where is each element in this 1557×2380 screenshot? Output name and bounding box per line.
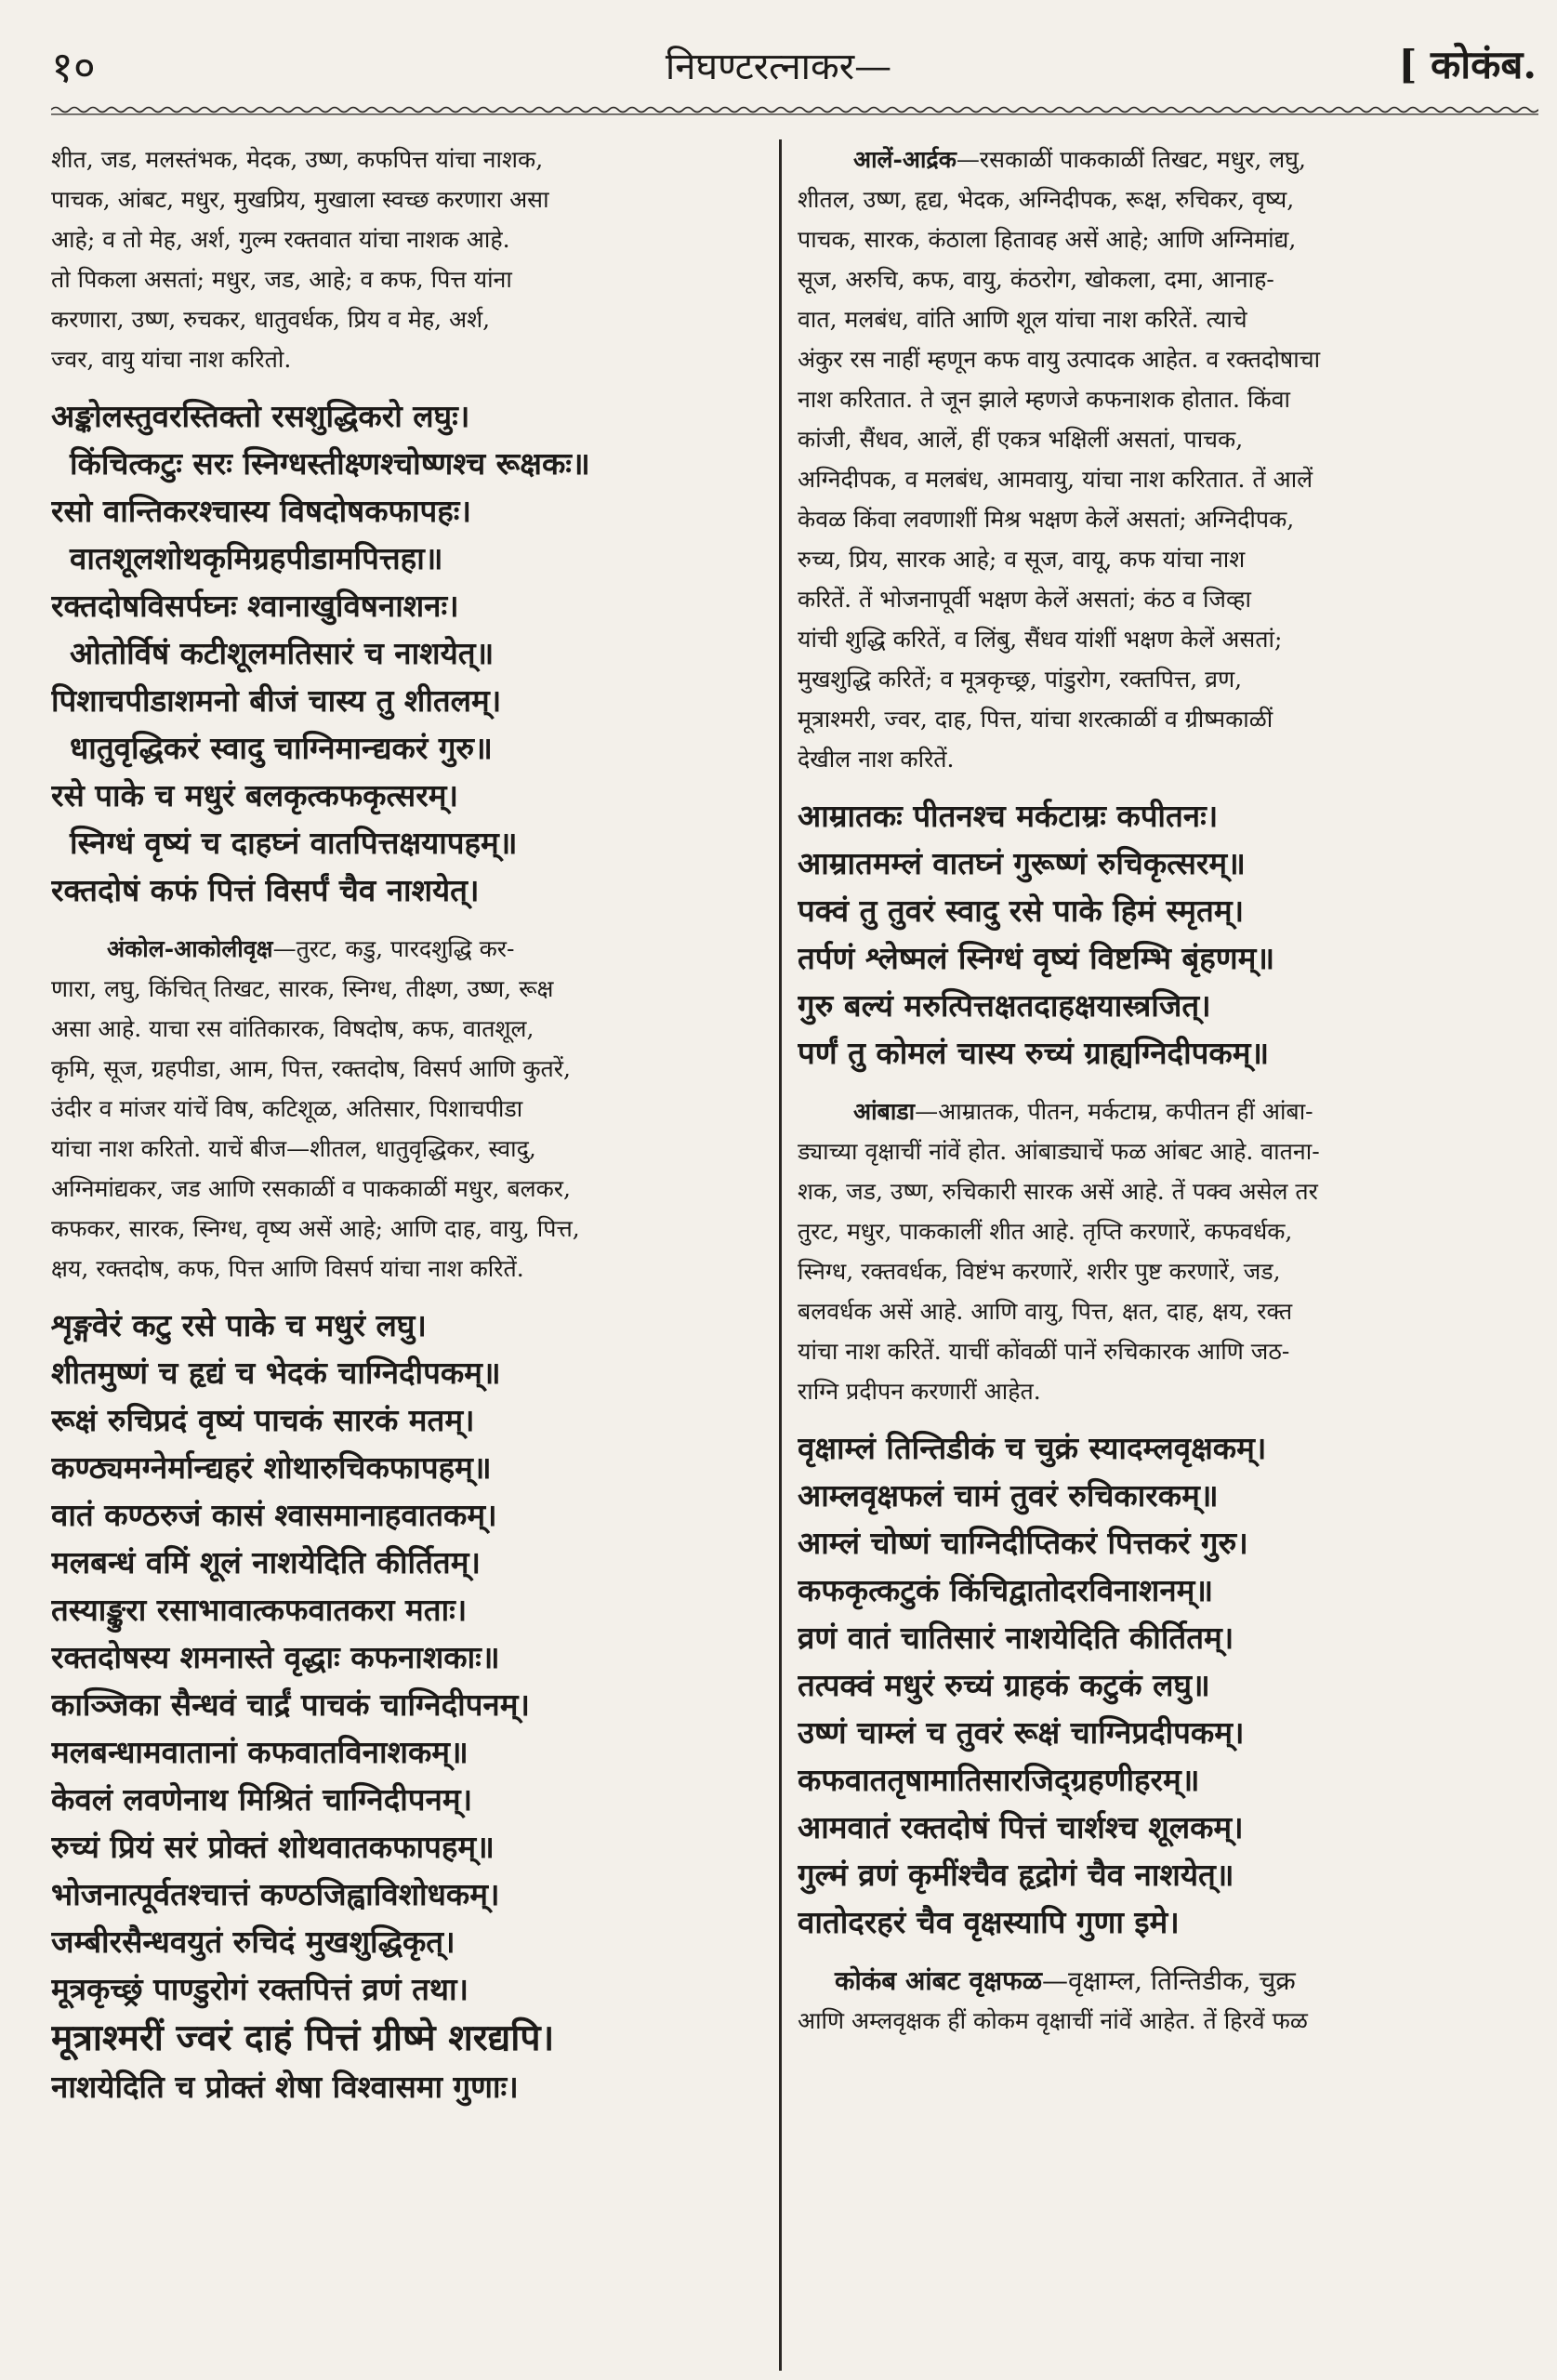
prose-paragraph: [798, 139, 1541, 779]
verse-line: आम्लवृक्षफलं चामं तुवरं रुचिकारकम्॥: [798, 1477, 1219, 1514]
text-line: कृमि, सूज, ग्रहपीडा, आम, पित्त, रक्तदोष, विसर्प आणि कुतरें,: [51, 1055, 571, 1082]
text-line: कफकर, सारक, स्निग्ध, वृष्य असें आहे; आणि दाह, वायु, पित्त,: [51, 1215, 580, 1242]
verse-line: मलबन्धं वमिं शूलं नाशयेदिति कीर्तितम्।: [51, 1544, 481, 1580]
sanskrit-verse-block: [798, 792, 1541, 1077]
verse-line: मूत्राश्मरीं ज्वरं दाहं पित्तं ग्रीष्मे शरद्यपि।: [51, 2016, 555, 2059]
text-line: अग्निमांद्यकर, जड आणि रसकाळीं व पाककाळीं मधुर, बलकर,: [51, 1175, 571, 1202]
text-line: [798, 1961, 1541, 2001]
text-line: शीत, जड, मलस्तंभक, मेदक, उष्ण, कफपित्त यांचा नाशक,: [51, 146, 544, 173]
verse-line: आम्रातमम्लं वातघ्नं गुरूष्णं रुचिकृत्सरम्॥: [798, 845, 1246, 881]
text-line: कांजी, सैंधव, आलें, हीं एकत्र भक्षिलीं असतां, पाचक,: [798, 426, 1244, 453]
sanskrit-verse-block: [51, 392, 772, 914]
verse-line: अङ्कोलस्तुवरस्तिक्तो रसशुद्धिकरो लघुः।: [51, 398, 470, 434]
entry-text: —रसकाळीं पाककाळीं तिखट, मधुर, लघु,: [956, 146, 1306, 173]
verse-line: मलबन्धामवातानां कफवातविनाशकम्॥: [51, 1734, 468, 1770]
prose-paragraph: [798, 1091, 1541, 1411]
text-line: [798, 1091, 1541, 1131]
text-line: रुच्य, प्रिय, सारक आहे; व सूज, वायू, कफ यांचा नाश: [798, 546, 1246, 573]
text-line: ज्वर, वायु यांचा नाश करितो.: [51, 346, 292, 373]
entry-headword: कोकंब आंबट वृक्षफळ: [835, 1965, 1042, 1996]
text-line: केवळ किंवा लवणाशीं मिश्र भक्षण केलें असतां; अग्निदीपक,: [798, 506, 1295, 533]
text-line: [798, 139, 1541, 179]
prose-paragraph: [51, 139, 772, 379]
text-line: उंदीर व मांजर यांचें विष, कटिशूळ, अतिसार, पिशाचपीडा: [51, 1095, 523, 1122]
verse-line: धातुवृद्धिकरं स्वादु चाग्निमान्द्यकरं गुरु॥: [70, 730, 493, 766]
verse-line: आम्लं चोष्णं चाग्निदीप्तिकरं पित्तकरं गुरु।: [798, 1525, 1248, 1561]
text-line: नाश करितात. ते जून झाले म्हणजे कफनाशक होतात. किंवा: [798, 386, 1290, 413]
left-column: [51, 139, 772, 2371]
verse-line: वातोदरहरं चैव वृक्षस्यापि गुणा इमे।: [798, 1904, 1180, 1940]
verse-line: आम्रातकः पीतनश्च मर्कटाम्रः कपीतनः।: [798, 798, 1219, 834]
verse-line: केवलं लवणेनाथ मिश्रितं चाग्निदीपनम्।: [51, 1781, 473, 1818]
text-line: अग्निदीपक, व मलबंध, आमवायु, यांचा नाश करितात. तें आलें: [798, 466, 1313, 493]
text-line: शक, जड, उष्ण, रुचिकारी सारक असें आहे. तें पक्व असेल तर: [798, 1178, 1318, 1205]
entry-text: —वृक्षाम्ल, तिन्तिडीक, चुक्र: [1041, 1965, 1296, 1996]
column-divider: [779, 139, 782, 2371]
text-line: पाचक, आंबट, मधुर, मुखप्रिय, मुखाला स्वच्छ करणारा असा: [51, 186, 549, 213]
text-line: बलवर्धक असें आहे. आणि वायु, पित्त, क्षत, दाह, क्षय, रक्त: [798, 1298, 1293, 1325]
verse-line: वृक्षाम्लं तिन्तिडीकं च चुक्रं स्यादम्लवृक्षकम्।: [798, 1430, 1267, 1466]
verse-line: रक्तदोषस्य शमनास्ते वृद्धाः कफनाशकाः॥: [51, 1639, 500, 1675]
verse-line: कफवाततृषामातिसारजिद्ग्रहणीहरम्॥: [798, 1762, 1200, 1798]
text-line: राग्नि प्रदीपन करणारीं आहेत.: [798, 1378, 1041, 1405]
verse-line: रक्तदोषविसर्पघ्नः श्वानाखुविषनाशनः।: [51, 588, 459, 624]
text-line: ड्याच्या वृक्षाचीं नांवें होत. आंबाड्याचें फळ आंबट आहे. वातना-: [798, 1138, 1320, 1165]
running-header: [0, 0, 1557, 102]
verse-line: कण्ठ्यमग्नेर्मान्द्यहरं शोथारुचिकफापहम्॥: [51, 1449, 492, 1486]
text-line: करणारा, उष्ण, रुचकर, धातुवर्धक, प्रिय व मेह, अर्श,: [51, 306, 491, 333]
verse-line: कफकृत्कटुकं किंचिद्वातोदरविनाशनम्॥: [798, 1572, 1214, 1608]
entry-text: —आम्रातक, पीतन, मर्कटाम्र, कपीतन हीं आंबा-: [915, 1098, 1313, 1125]
verse-line: वातं कण्ठरुजं कासं श्वासमानाहवातकम्।: [51, 1497, 497, 1533]
verse-line: व्रणं वातं चातिसारं नाशयेदिति कीर्तितम्।: [798, 1620, 1234, 1656]
prose-paragraph: [51, 929, 772, 1289]
text-line: शीतल, उष्ण, हृद्य, भेदक, अग्निदीपक, रूक्ष, रुचिकर, वृष्य,: [798, 186, 1295, 213]
text-line: तुरट, मधुर, पाककालीं शीत आहे. तृप्ति करणारें, कफवर्धक,: [798, 1218, 1293, 1245]
page-title: निघण्टरत्नाकर—: [665, 46, 892, 88]
verse-line: रक्तदोषं कफं पित्तं विसर्पं चैव नाशयेत्।: [51, 872, 480, 908]
entry-headword: अंकोल-आकोलीवृक्ष: [107, 935, 273, 962]
verse-line: रसे पाके च मधुरं बलकृत्कफकृत्सरम्।: [51, 777, 458, 813]
entry-text: —तुरट, कडु, पारदशुद्धि कर-: [272, 935, 515, 962]
text-line: यांची शुद्धि करितें, व लिंबु, सैंधव यांशीं भक्षण केलें असतां;: [798, 626, 1283, 653]
verse-line: किंचित्कटुः सरः स्निग्धस्तीक्ष्णश्चोष्णश्च रूक्षकः॥: [70, 445, 590, 482]
sanskrit-verse-block: [798, 1424, 1541, 1946]
text-line: असा आहे. याचा रस वांतिकारक, विषदोष, कफ, वातशूल,: [51, 1015, 534, 1042]
text-line: क्षय, रक्तदोष, कफ, पित्त आणि विसर्प यांचा नाश करितें.: [51, 1255, 524, 1282]
text-line: मूत्राश्मरी, ज्वर, दाह, पित्त, यांचा शरत्काळीं व ग्रीष्मकाळीं: [798, 706, 1273, 733]
verse-line: उष्णं चाम्लं च तुवरं रूक्षं चाग्निप्रदीपकम्।: [798, 1714, 1245, 1751]
verse-line: नाशयेदिति च प्रोक्तं शेषा विश्वासमा गुणाः।: [51, 2069, 519, 2105]
entry-headword: आलें-आर्द्रक: [853, 146, 957, 173]
verse-line: तस्याङ्कुरा रसाभावात्कफवातकरा मताः।: [51, 1592, 468, 1628]
verse-line: काञ्जिका सैन्धवं चार्द्रं पाचकं चाग्निदीपनम्।: [51, 1686, 530, 1723]
verse-line: रुच्यं प्रियं सरं प्रोक्तं शोथवातकफापहम्॥: [51, 1829, 495, 1865]
text-line: सूज, अरुचि, कफ, वायु, कंठरोग, खोकला, दमा, आनाह-: [798, 266, 1274, 293]
verse-line: गुल्मं व्रणं कृमींश्चैव हृद्रोगं चैव नाशयेत्॥: [798, 1857, 1234, 1893]
text-line: स्निग्ध, रक्तवर्धक, विष्टंभ करणारें, शरीर पुष्ट करणारें, जड,: [798, 1258, 1281, 1285]
verse-line: वातशूलशोथकृमिग्रहपीडामपित्तहा॥: [70, 540, 443, 576]
right-column: [798, 139, 1541, 2371]
verse-line: शीतमुष्णं च हृद्यं च भेदकं चाग्निदीपकम्॥: [51, 1355, 501, 1391]
verse-line: पक्वं तु तुवरं स्वादु रसे पाके हिमं स्मृतम्।: [798, 892, 1245, 929]
verse-line: तर्पणं श्लेष्मलं स्निग्धं वृष्यं विष्टम्भि बृंहणम्॥: [798, 940, 1275, 976]
verse-line: ओतोर्विषं कटीशूलमतिसारं च नाशयेत्॥: [70, 635, 495, 671]
text-line: यांचा नाश करितें. याचीं कोंवळीं पानें रुचिकारक आणि जठ-: [798, 1338, 1290, 1365]
text-line: देखील नाश करितें.: [798, 746, 955, 773]
entry-headword: आंबाडा: [853, 1098, 916, 1125]
verse-line: गुरु बल्यं मरुत्पित्तक्षतदाहक्षयास्त्रजित्।: [798, 987, 1211, 1024]
text-line: पाचक, सारक, कंठाला हितावह असें आहे; आणि अग्निमांद्य,: [798, 226, 1297, 253]
text-line: आणि अम्लवृक्षक हीं कोकम वृक्षाचीं नांवें आहेत. तें हिरवें फळ: [798, 2007, 1308, 2034]
verse-line: शृङ्गवेरं कटु रसे पाके च मधुरं लघु।: [51, 1307, 427, 1343]
verse-line: रसो वान्तिकरश्चास्य विषदोषकफापहः।: [51, 493, 471, 529]
text-line: अंकुर रस नाहीं म्हणून कफ वायु उत्पादक आहेत. व रक्तदोषाचा: [798, 346, 1321, 373]
verse-line: आमवातं रक्तदोषं पित्तं चार्शश्च शूलकम्।: [798, 1809, 1244, 1845]
text-line: [51, 929, 772, 969]
verse-line: रूक्षं रुचिप्रदं वृष्यं पाचकं सारकं मतम्।: [51, 1402, 475, 1438]
header-wavy-rule: [51, 104, 1538, 115]
verse-line: मूत्रकृच्छ्रं पाण्डुरोगं रक्तपित्तं व्रणं तथा।: [51, 1971, 469, 2007]
verse-line: स्निग्धं वृष्यं च दाहघ्नं वातपित्तक्षयापहम्॥: [70, 825, 518, 861]
text-line: करितें. तें भोजनापूर्वी भक्षण केलें असतां; कंठ व जिव्हा: [798, 586, 1251, 613]
verse-line: पर्णं तु कोमलं चास्य रुच्यं ग्राह्यग्निदीपकम्॥: [798, 1035, 1270, 1071]
text-line: णारा, लघु, किंचित् तिखट, सारक, स्निग्ध, तीक्ष्ण, उष्ण, रूक्ष: [51, 975, 554, 1002]
text-line: आहे; व तो मेह, अर्श, गुल्म रक्तवात यांचा नाशक आहे.: [51, 226, 510, 253]
text-line: तो पिकला असतां; मधुर, जड, आहे; व कफ, पित्त यांना: [51, 266, 512, 293]
prose-paragraph: [798, 1961, 1541, 2041]
verse-line: भोजनात्पूर्वतश्चात्तं कण्ठजिह्वाविशोधकम्।: [51, 1876, 500, 1912]
sanskrit-verse-block: [51, 1302, 772, 2110]
verse-line: तत्पक्वं मधुरं रुच्यं ग्राहकं कटुकं लघु॥: [798, 1667, 1210, 1703]
text-line: मुखशुद्धि करितें; व मूत्रकृच्छ्र, पांडुरोग, रक्तपित्त, व्रण,: [798, 666, 1243, 693]
verse-line: पिशाचपीडाशमनो बीजं चास्य तु शीतलम्।: [51, 682, 502, 719]
page-number: १०: [51, 42, 96, 92]
section-marker: [ कोकंब.: [1398, 42, 1537, 87]
text-line: यांचा नाश करितो. याचें बीज—शीतल, धातुवृद्धिकर, स्वादु,: [51, 1135, 536, 1162]
text-line: वात, मलबंध, वांति आणि शूल यांचा नाश करितें. त्याचे: [798, 306, 1247, 333]
verse-line: जम्बीरसैन्धवयुतं रुचिदं मुखशुद्धिकृत्।: [51, 1924, 455, 1960]
